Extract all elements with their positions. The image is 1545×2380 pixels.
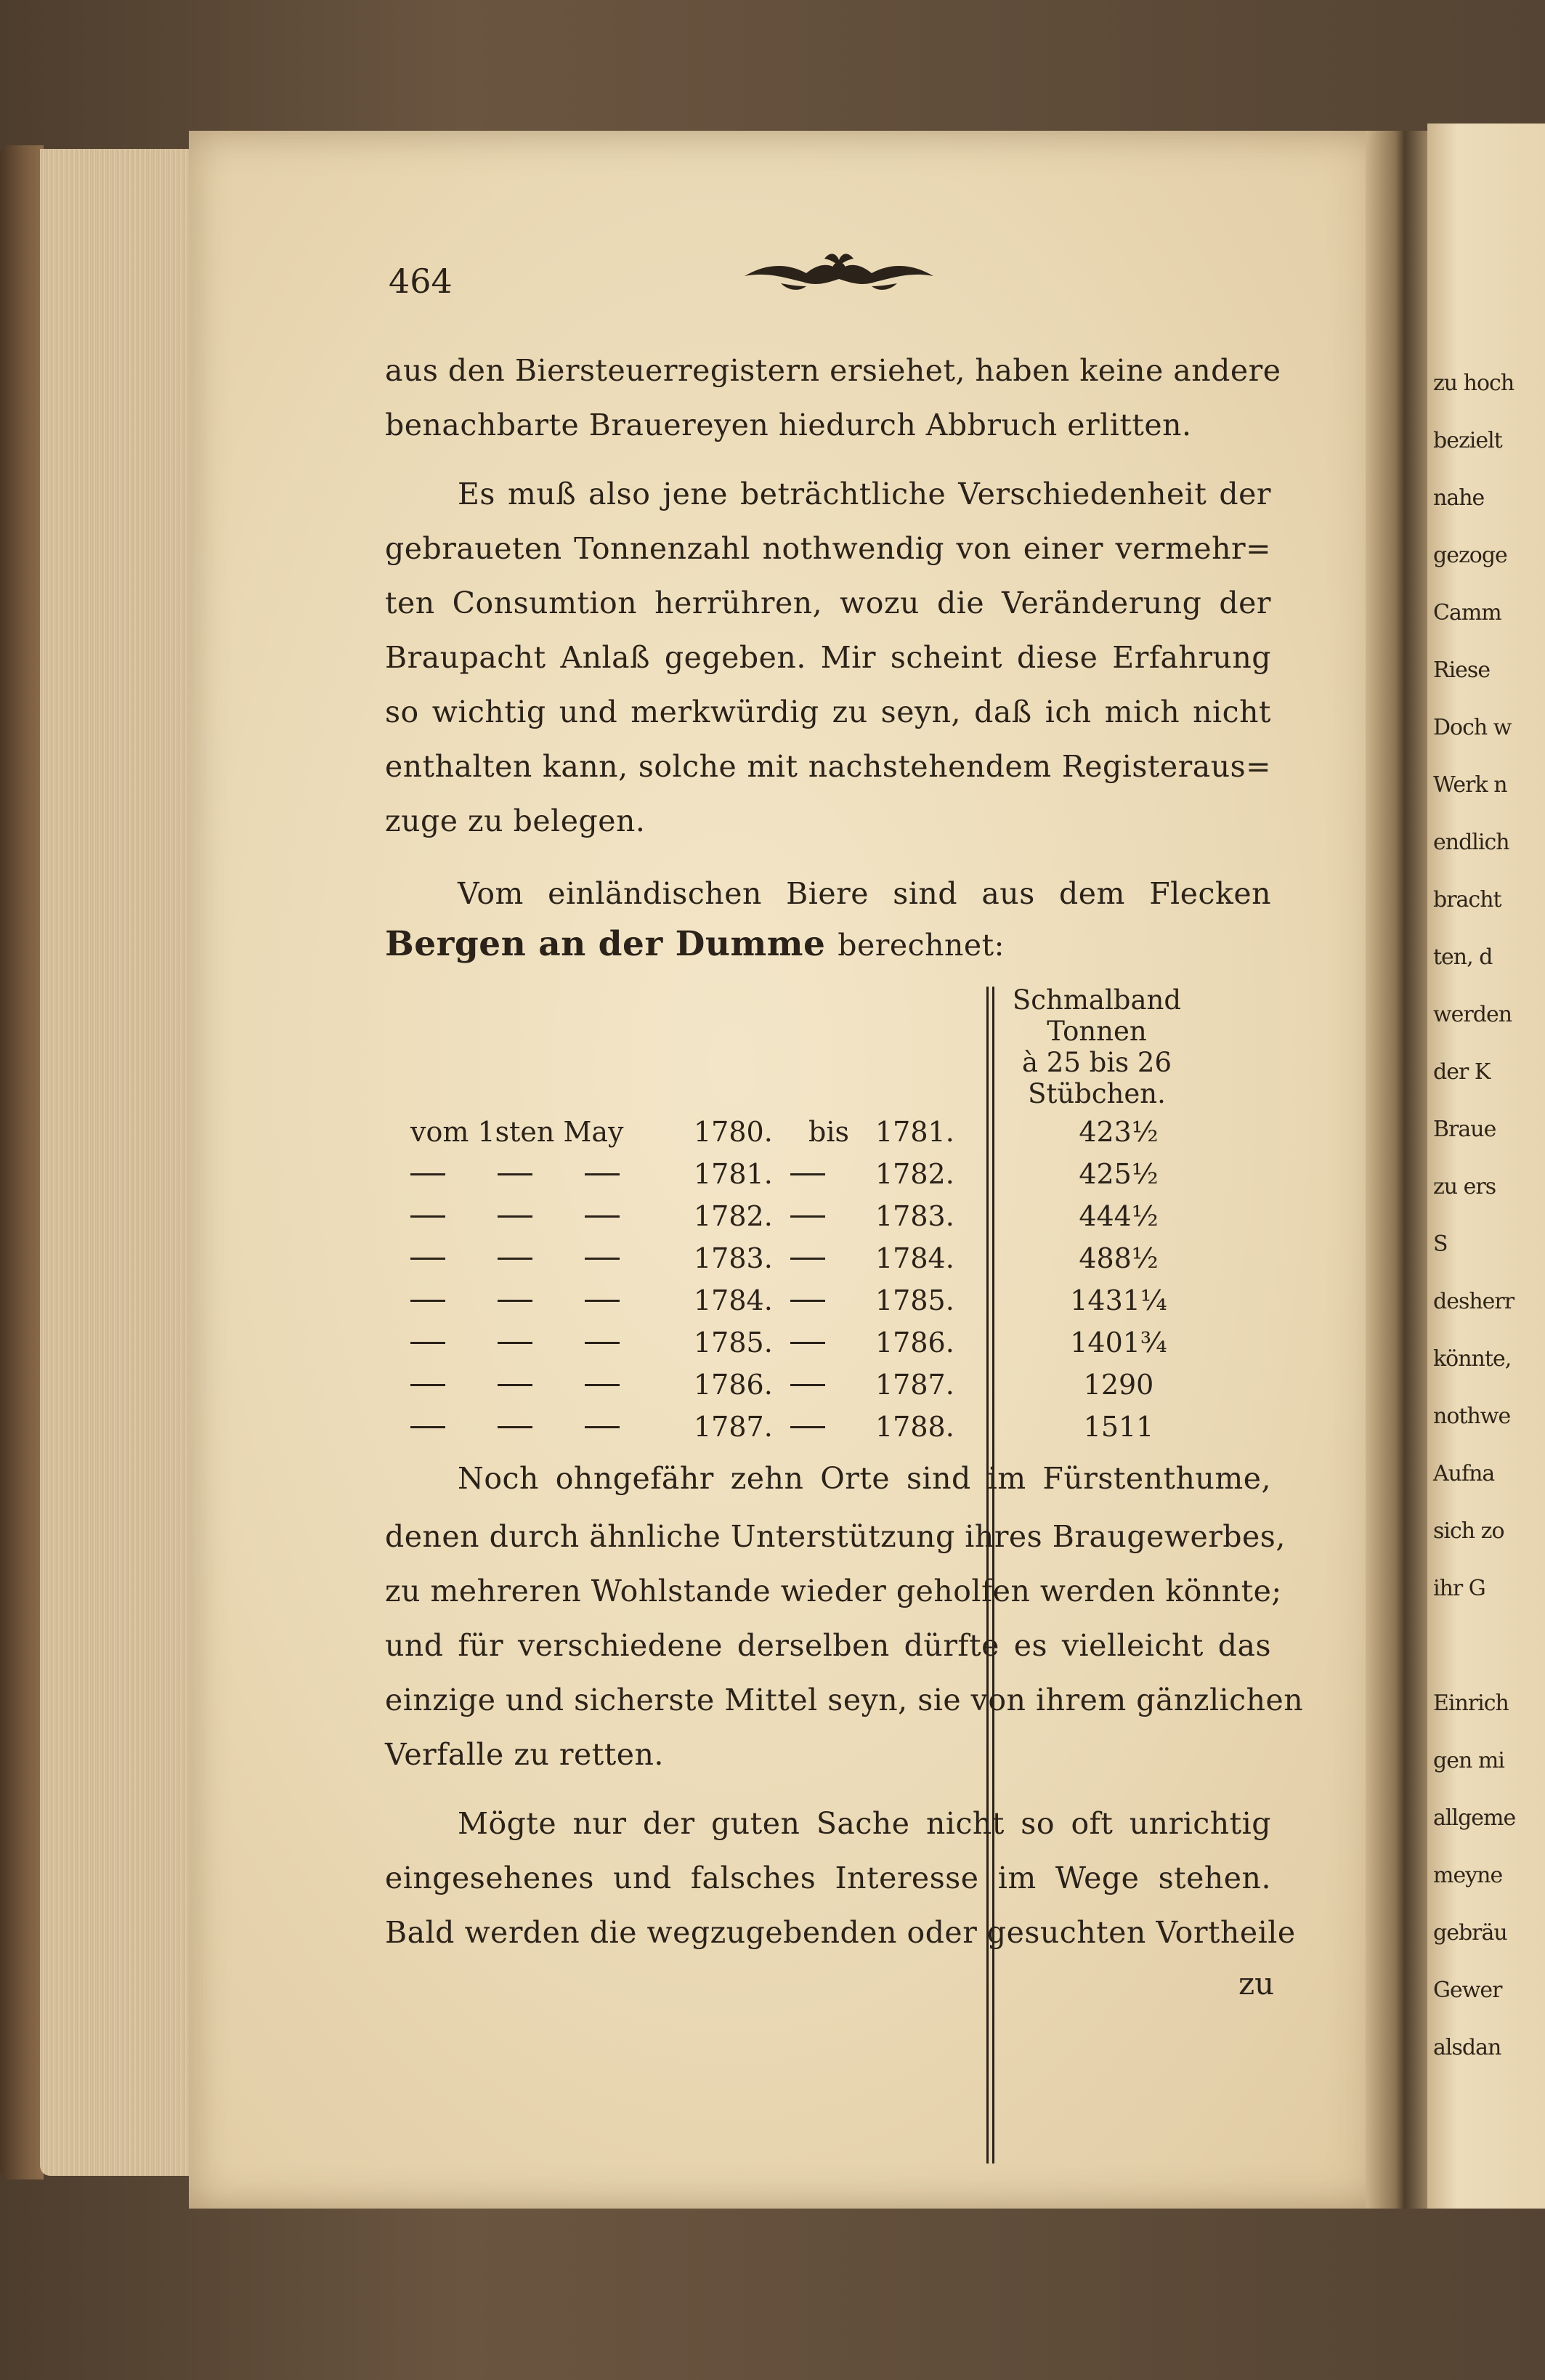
table-row xyxy=(392,1364,1264,1405)
text-line: Verfalle zu retten. xyxy=(385,1737,664,1772)
text-line: und für verschiedene derselben dürfte es vielleicht das xyxy=(385,1628,1271,1663)
facing-page-text-fragment: der K xyxy=(1433,1059,1491,1085)
facing-page-text-fragment: könnte, xyxy=(1433,1346,1512,1372)
page-number: 464 xyxy=(389,262,453,301)
column-header-line: Schmalband xyxy=(1012,984,1182,1016)
facing-page-text-fragment: gen mi xyxy=(1433,1748,1504,1773)
year-to: 1783. xyxy=(875,1200,954,1232)
ditto-dash xyxy=(585,1258,620,1260)
table-row xyxy=(392,1406,1264,1447)
text-line: enthalten kann, solche mit nachstehendem Registeraus= xyxy=(385,749,1271,784)
column-header xyxy=(999,984,1195,1109)
barrel-count: 1401¾ xyxy=(1070,1327,1167,1359)
year-from: 1786. xyxy=(694,1369,773,1401)
facing-page-text-fragment: Braue xyxy=(1433,1117,1496,1142)
year-from: 1781. xyxy=(694,1158,773,1190)
ditto-dash xyxy=(790,1342,825,1344)
row-label: vom 1sten May xyxy=(410,1116,624,1148)
text-line: Mögte nur der guten Sache nicht so oft unrichtig xyxy=(458,1806,1271,1841)
barrel-count: 1511 xyxy=(1083,1411,1154,1443)
text-line: zu mehreren Wohlstande wieder geholfen werden könnte; xyxy=(385,1574,1282,1608)
barrel-count: 444½ xyxy=(1079,1200,1159,1232)
text-line: Es muß also jene beträchtliche Verschiedenheit der xyxy=(458,477,1271,511)
ditto-dash xyxy=(498,1384,532,1386)
text-line: Braupacht Anlaß gegeben. Mir scheint diese Erfahrung xyxy=(385,640,1271,675)
ditto-dash xyxy=(410,1258,445,1260)
ditto-dash xyxy=(585,1300,620,1302)
ditto-dash xyxy=(410,1384,445,1386)
year-from: 1787. xyxy=(694,1411,773,1443)
year-to: 1786. xyxy=(875,1327,954,1359)
table-row xyxy=(392,1322,1264,1363)
facing-page-text-fragment: alsdan xyxy=(1433,2035,1501,2060)
table-row xyxy=(392,1280,1264,1321)
floral-vignette-icon xyxy=(737,248,941,299)
facing-page-text-fragment: werden xyxy=(1433,1002,1512,1027)
ditto-dash xyxy=(790,1426,825,1428)
facing-page-text-fragment: endlich xyxy=(1433,830,1509,855)
column-header-line: Tonnen xyxy=(1047,1016,1147,1047)
ditto-dash xyxy=(498,1173,532,1175)
table-heading xyxy=(385,923,1271,966)
barrel-count: 488½ xyxy=(1079,1242,1159,1274)
facing-page-text-fragment: Werk n xyxy=(1433,772,1507,798)
facing-page-text-fragment: zu ers xyxy=(1433,1174,1496,1199)
facing-page-text-fragment: zu hoch xyxy=(1433,371,1514,396)
ditto-dash xyxy=(790,1384,825,1386)
book-cover-edge xyxy=(0,145,44,2179)
ditto-dash xyxy=(410,1173,445,1175)
text-line: eingesehenes und falsches Interesse im Wege stehen. xyxy=(385,1861,1271,1895)
book-spine-gutter xyxy=(1366,131,1431,2209)
table-row xyxy=(392,1238,1264,1279)
barrel-count: 1290 xyxy=(1083,1369,1154,1401)
bis-label: bis xyxy=(808,1116,849,1148)
facing-page-text-fragment: bracht xyxy=(1433,887,1501,912)
text-line: ten Consumtion herrühren, wozu die Veränderung der xyxy=(385,586,1271,620)
barrel-count: 425½ xyxy=(1079,1158,1159,1190)
column-header-line: Stübchen. xyxy=(1028,1078,1166,1109)
ditto-dash xyxy=(790,1258,825,1260)
facing-page-text-fragment: Gewer xyxy=(1433,1978,1502,2003)
facing-page-text-fragment: desherr xyxy=(1433,1289,1514,1314)
year-to: 1784. xyxy=(875,1242,954,1274)
ditto-dash xyxy=(410,1342,445,1344)
year-from: 1785. xyxy=(694,1327,773,1359)
ditto-dash xyxy=(410,1215,445,1218)
table-row xyxy=(392,1154,1264,1194)
barrel-count: 423½ xyxy=(1079,1116,1159,1148)
ditto-dash xyxy=(410,1426,445,1428)
column-header-line: à 25 bis 26 xyxy=(1021,1047,1172,1078)
catchword: zu xyxy=(1238,1966,1275,2001)
ditto-dash xyxy=(790,1215,825,1218)
ditto-dash xyxy=(585,1173,620,1175)
year-to: 1785. xyxy=(875,1284,954,1316)
ditto-dash xyxy=(498,1426,532,1428)
facing-page-text-fragment: ihr G xyxy=(1433,1576,1485,1601)
ditto-dash xyxy=(498,1342,532,1344)
facing-page-text-fragment: bezielt xyxy=(1433,428,1502,453)
ditto-dash xyxy=(410,1300,445,1302)
year-to: 1787. xyxy=(875,1369,954,1401)
facing-page-text-fragment: Camm xyxy=(1433,600,1501,626)
facing-page-text-fragment: Riese xyxy=(1433,657,1491,683)
heading-suffix: berechnet: xyxy=(838,928,1005,963)
place-name: Bergen an der Dumme xyxy=(385,924,826,964)
year-from: 1782. xyxy=(694,1200,773,1232)
barrel-count: 1431¼ xyxy=(1070,1284,1167,1316)
facing-page-fragment xyxy=(1427,124,1545,2209)
ditto-dash xyxy=(790,1173,825,1175)
text-line: so wichtig und merkwürdig zu seyn, daß ich mich nicht xyxy=(385,695,1271,729)
facing-page-text-fragment: meyne xyxy=(1433,1863,1503,1888)
facing-page-text-fragment: nahe xyxy=(1433,485,1485,511)
ditto-dash xyxy=(498,1215,532,1218)
ditto-dash xyxy=(585,1215,620,1218)
text-line: Noch ohngefähr zehn Orte sind im Fürstenthume, xyxy=(458,1461,1271,1496)
text-line: einzige und sicherste Mittel seyn, sie von ihrem gänzlichen xyxy=(385,1683,1304,1717)
facing-page-text-fragment: Einrich xyxy=(1433,1691,1509,1716)
ditto-dash xyxy=(498,1258,532,1260)
text-line: zuge zu belegen. xyxy=(385,804,646,838)
ditto-dash xyxy=(585,1384,620,1386)
facing-page-text-fragment: sich zo xyxy=(1433,1518,1504,1544)
ditto-dash xyxy=(790,1300,825,1302)
year-to: 1781. xyxy=(875,1116,954,1148)
facing-page-text-fragment: S xyxy=(1433,1231,1448,1257)
table-row xyxy=(392,1196,1264,1236)
facing-page-text-fragment: allgeme xyxy=(1433,1805,1516,1831)
facing-page-text-fragment: Aufna xyxy=(1433,1461,1495,1486)
table-row xyxy=(392,1112,1264,1152)
year-from: 1783. xyxy=(694,1242,773,1274)
text-line: aus den Biersteuerregistern ersiehet, haben keine andere xyxy=(385,353,1281,388)
table-intro: Vom einländischen Biere sind aus dem Flecken xyxy=(458,876,1271,911)
year-to: 1782. xyxy=(875,1158,954,1190)
ditto-dash xyxy=(585,1426,620,1428)
year-from: 1780. xyxy=(694,1116,773,1148)
text-line: denen durch ähnliche Unterstützung ihres Braugewerbes, xyxy=(385,1519,1286,1554)
facing-page-text-fragment: gezoge xyxy=(1433,543,1507,568)
text-line: Bald werden die wegzugebenden oder gesuchten Vortheile xyxy=(385,1915,1296,1950)
text-line: benachbarte Brauereyen hiedurch Abbruch erlitten. xyxy=(385,408,1192,442)
year-from: 1784. xyxy=(694,1284,773,1316)
ditto-dash xyxy=(498,1300,532,1302)
facing-page-text-fragment: nothwe xyxy=(1433,1404,1511,1429)
facing-page-text-fragment: Doch w xyxy=(1433,715,1512,740)
facing-page-text-fragment: ten, d xyxy=(1433,944,1493,970)
facing-page-text-fragment: gebräu xyxy=(1433,1920,1507,1946)
year-to: 1788. xyxy=(875,1411,954,1443)
text-line: gebraueten Tonnenzahl nothwendig von einer vermehr= xyxy=(385,531,1271,566)
ditto-dash xyxy=(585,1342,620,1344)
